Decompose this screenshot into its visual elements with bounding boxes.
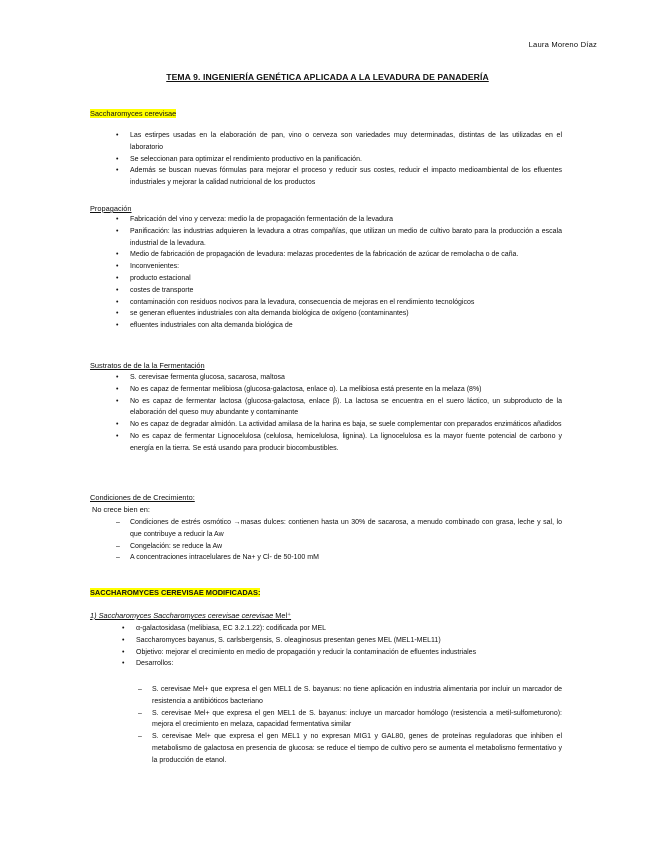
list-item: – Condiciones de estrés osmótico →masas dulces: contienen hasta un 30% de sacarosa, a menudo combinado con grasa, leche y sal, lo que contribuye a reducir la Aw bbox=[116, 519, 562, 538]
list-item: – S. cerevisae Mel+ que expresa el gen MEL1 de S. bayanus: incluye un marcador homólogo (resistencia a metil-sulfometurono): mejora el crecimiento en melaza, capacidad fermentativa similar bbox=[138, 709, 562, 729]
list-item: – Congelación: se reduce la Aw bbox=[116, 542, 223, 550]
list-item: • Saccharomyces bayanus, S. carlsbergensis, S. oleaginosus presentan genes MEL (MEL1-MEL11) bbox=[122, 636, 441, 644]
page-title: TEMA 9. INGENIERÍA GENÉTICA APLICADA A LA LEVADURA DE PANADERÍA bbox=[166, 72, 489, 82]
section-heading-condiciones: Condiciones de de Crecimiento: bbox=[90, 493, 195, 502]
list-item: • S. cerevisae fermenta glucosa, sacarosa, maltosa bbox=[116, 374, 285, 381]
section5-subheading: 1) Saccharomyces Saccharomyces cerevisae cerevisae Mel⁺ bbox=[90, 611, 292, 620]
list-item: • Las estirpes usadas en la elaboración de pan, vino o cerveza son variedades muy determinadas, distintas de las utilizadas en el laboratorio bbox=[116, 132, 562, 151]
list-item: • Se seleccionan para optimizar el rendimiento productivo en la panificación. bbox=[116, 155, 362, 163]
list-item: • Desarrollos: bbox=[122, 660, 174, 668]
list-item: • Además se buscan nuevas fórmulas para mejorar el proceso y reducir sus costes, reducir el impacto medioambiental de los efluentes industriales y mejorar la calidad nutricional de los productos bbox=[116, 167, 562, 187]
section4-list bbox=[116, 517, 562, 564]
author-name: Laura Moreno Díaz bbox=[528, 40, 597, 49]
list-item: • No es capaz de fermentar lactosa (glucosa-galactosa, enlace β). La lactosa se encuentra en el suero láctico, un subproducto de la elaboración del queso muy abundante y contaminante bbox=[116, 397, 562, 417]
list-item: • costes de transporte bbox=[116, 286, 194, 294]
section-heading-propagacion: Propagación bbox=[90, 204, 132, 213]
list-item: – S. cerevisae Mel+ que expresa el gen MEL1 de S. bayanus: no tiene aplicación en industria alimentaria por incluir un marcador de resistencia a antibióticos bacteriano bbox=[138, 686, 562, 705]
list-item: • α-galactosidasa (melibiasa, EC 3.2.1.22): codificada por MEL bbox=[122, 625, 327, 632]
list-item: • efluentes industriales con alta demanda biológica de bbox=[116, 322, 293, 330]
list-item: • Inconvenientes: bbox=[116, 263, 180, 271]
section4-subheading: No crece bien en: bbox=[92, 505, 150, 514]
list-item: • Fabricación del vino y cerveza: medio la de propagación fermentación de la levadura bbox=[116, 216, 394, 223]
section1-list bbox=[116, 130, 562, 189]
list-item: • contaminación con residuos nocivos para la levadura, consecuencia de mejoras en el rendimiento tecnológicos bbox=[116, 298, 475, 306]
section3-list bbox=[116, 372, 562, 455]
section5-list bbox=[122, 623, 562, 670]
section-heading-saccharomyces bbox=[90, 109, 176, 118]
section-heading-modificadas bbox=[90, 588, 260, 597]
section2-list bbox=[116, 214, 562, 332]
section-heading-text: SACCHAROMYCES CEREVISAE MODIFICADAS: bbox=[90, 588, 261, 597]
list-item: • No es capaz de fermentar Lignocelulosa (celulosa, hemicelulosa, lignina). La lignocelulosa es la mayor fuente potencial de carbono y energía en la tierra. Se está usando para producir biocombustibles. bbox=[116, 432, 562, 452]
list-item: • se generan efluentes industriales con alta demanda biológica de oxígeno (contaminantes) bbox=[116, 310, 409, 318]
list-item: • Objetivo: mejorar el crecimiento en medio de propagación y reducir la contaminación de efluentes industriales bbox=[122, 648, 477, 656]
section-heading-sustratos: Sustratos de de la la Fermentación bbox=[90, 361, 205, 370]
list-item: • Panificación: las industrias adquieren la levadura a otras compañías, que utilizan un medio de cultivo barato para la producción a escala industrial de la levadura. bbox=[116, 227, 562, 247]
list-item: – S. cerevisae Mel+ que expresa el gen MEL1 y no expresan MIG1 y GAL80, genes de proteínas reguladoras que inhiben el metabolismo de galactosa en presencia de glucosa: se reduce el tiempo de cultivo pero se aumenta el metabolismo fermentativo y la producción de etanol. bbox=[138, 733, 562, 764]
list-item: • producto estacional bbox=[116, 274, 191, 282]
section5-sublist bbox=[138, 684, 562, 767]
list-item: – A concentraciones intracelulares de Na+ y Cl- de 50-100 mM bbox=[116, 554, 319, 562]
list-item: • Medio de fabricación de propagación de levadura: melazas procedentes de la fabricación de azúcar de remolacha o de caña. bbox=[116, 251, 519, 259]
section-heading-text: Saccharomyces cerevisae bbox=[90, 109, 177, 118]
list-item: • No es capaz de degradar almidón. La actividad amilasa de la harina es baja, se suele complementar con preparados enzimáticos añadidos bbox=[116, 421, 562, 429]
list-item: • No es capaz de fermentar melibiosa (glucosa-galactosa, enlace α). La melibiosa está presente en la melaza (8%) bbox=[116, 385, 482, 393]
